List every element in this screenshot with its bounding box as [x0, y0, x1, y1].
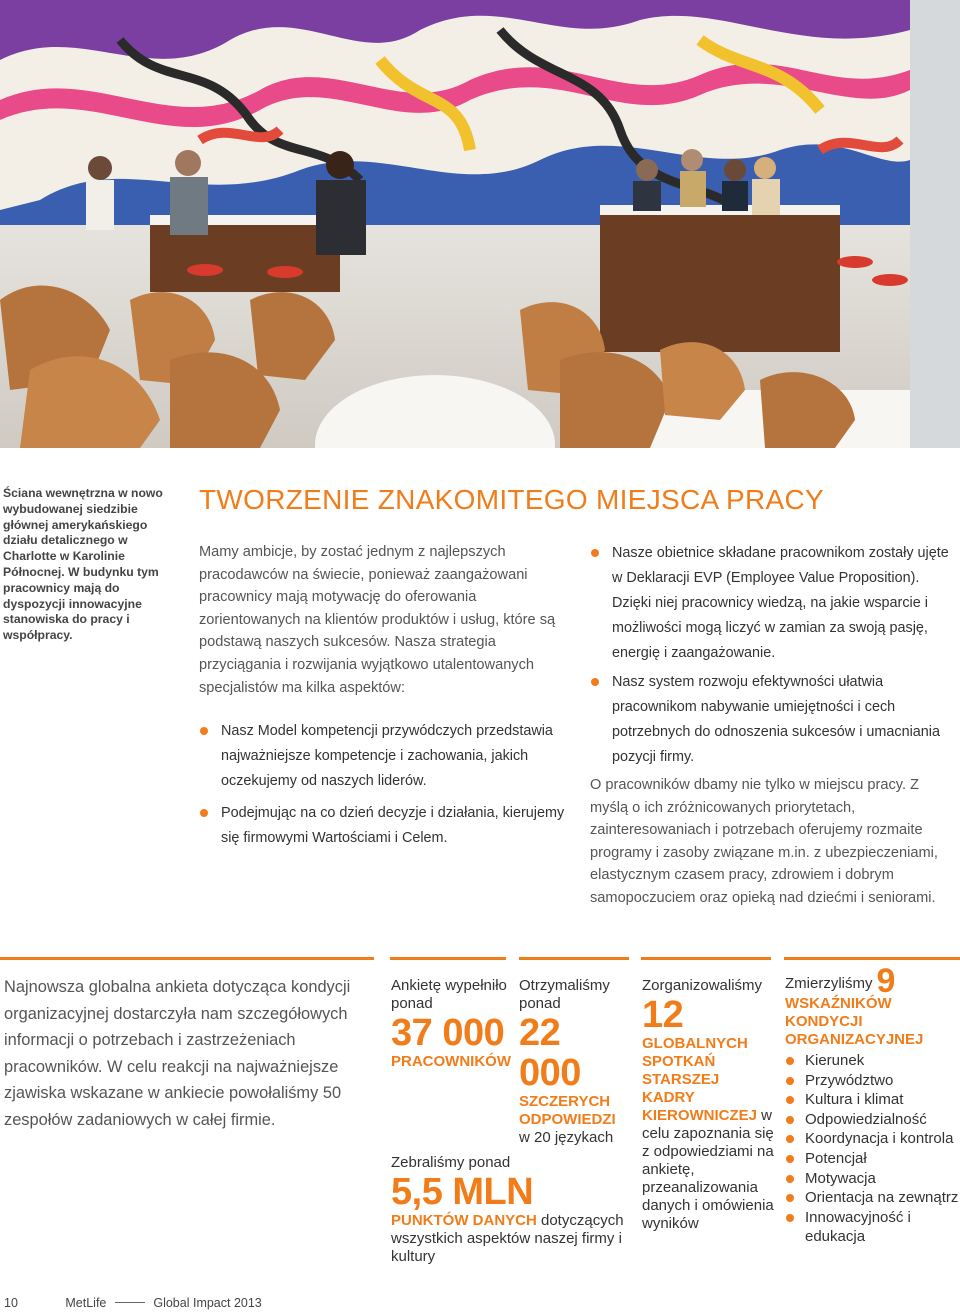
survey-paragraph: Najnowsza globalna ankieta dotycząca kondycji organizacyjnej dostarczyła nam szczegółowych informacji o potrzebach i zastrzeżeniach pracowników. W celu reakcji na najważniejsze zjawiska wskazane w ankiecie powołaliśmy 50 zespołów zadaniowych w całej firmie.	[4, 978, 351, 1129]
stat-subtitle: SZCZERYCH ODPOWIEDZI	[519, 1093, 616, 1128]
left-bullet-list	[199, 719, 574, 851]
stat-label: Otrzymaliśmy ponad	[519, 977, 610, 1012]
list-item: Innowacyjność i edukacja	[785, 1208, 960, 1247]
list-item: Koordynacja i kontrola	[785, 1129, 960, 1149]
list-item: Podejmując na co dzień decyzje i działania, kierujemy się firmowymi Wartościami i Celem.	[199, 801, 574, 851]
divider	[641, 957, 771, 960]
stat-note: w celu zapoznania się z odpowiedziami na ankietę, przeanalizowania danych i omówienia wyników	[642, 1107, 774, 1232]
divider	[784, 957, 960, 960]
list-item: Kierunek	[785, 1051, 960, 1071]
stat-label: Zmierzyliśmy	[785, 975, 873, 992]
list-item: Nasz Model kompetencji przywódczych przedstawia najważniejsze kompetencje i zachowania, jakich oczekujemy od naszych liderów.	[199, 719, 574, 794]
brand-name: MetLife	[65, 1296, 107, 1310]
stat-note: dotyczących wszystkich aspektów naszej firmy i kultury	[391, 1212, 624, 1265]
footer-separator	[115, 1302, 145, 1303]
stat-value: 37 000	[391, 1012, 505, 1054]
stat-data-points	[391, 1154, 631, 1266]
divider	[390, 957, 506, 960]
stat-value: 5,5 MLN	[391, 1171, 534, 1213]
stat-subtitle: WSKAŹNIKÓW KONDYCJI ORGANIZACYJNEJ	[785, 995, 924, 1048]
report-name: Global Impact 2013	[153, 1296, 262, 1310]
left-column	[199, 541, 574, 858]
indicator-list	[785, 1051, 960, 1247]
page-footer	[4, 1296, 262, 1310]
stat-meetings	[642, 977, 774, 1233]
divider	[0, 957, 374, 960]
right-bullet-list	[590, 541, 960, 770]
stat-subtitle: PUNKTÓW DANYCH	[391, 1212, 537, 1229]
stat-value: 9	[876, 962, 896, 1000]
intro-paragraph: Mamy ambicje, by zostać jednym z najlepszych pracodawców na świecie, ponieważ zaangażowani pracownicy mają motywację do oferowania zorientowanych na klientów produktów i usług, które są podstawą naszych sukcesów. Nasza strategia przyciągania i rozwijania wyjątkowo utalentowanych specjalistów ma kilka aspektów:	[199, 544, 556, 696]
stat-subtitle: PRACOWNIKÓW	[391, 1053, 511, 1070]
section-title: TWORZENIE ZNAKOMITEGO MIEJSCA PRACY	[199, 484, 824, 515]
list-item: Potencjał	[785, 1149, 960, 1169]
stat-subtitle: GLOBALNYCH SPOTKAŃ STARSZEJ KADRY KIEROWNICZEJ	[642, 1035, 758, 1124]
page-number: 10	[4, 1296, 18, 1310]
stat-value: 22 000	[519, 1012, 581, 1094]
stat-respondents	[391, 977, 513, 1071]
list-item: Motywacja	[785, 1169, 960, 1189]
stat-label: Zorganizowaliśmy	[642, 977, 763, 994]
right-column	[590, 541, 960, 910]
list-item: Orientacja na zewnątrz	[785, 1188, 960, 1208]
stat-label: Ankietę wypełniło ponad	[391, 977, 507, 1012]
photo-caption: Ściana wewnętrzna w nowo wybudowanej siedzibie głównej amerykańskiego działu detalicznego w Charlotte w Karolinie Północnej. W budynku tym pracownicy mają do dyspozycji innowacyjne stanowiska do pracy i współpracy.	[3, 486, 163, 643]
stat-indicators	[785, 962, 960, 1247]
stat-value: 12	[642, 994, 684, 1036]
list-item: Przywództwo	[785, 1071, 960, 1091]
divider	[519, 957, 629, 960]
hero-photo	[0, 0, 960, 448]
list-item: Kultura i klimat	[785, 1090, 960, 1110]
stat-note: w 20 językach	[519, 1129, 614, 1146]
list-item: Odpowiedzialność	[785, 1110, 960, 1130]
list-item: Nasz system rozwoju efektywności ułatwia pracownikom nabywanie umiejętności i cech potrzebnych do odnoszenia sukcesów i umacniania pozycji firmy.	[590, 670, 960, 770]
office-cafeteria-photo-icon	[0, 0, 960, 448]
list-item: Nasze obietnice składane pracownikom zostały ujęte w Deklaracji EVP (Employee Value Proposition). Dzięki niej pracownicy wiedzą, na jakie wsparcie i możliwości mogą liczyć w zamian za swoją pasję, energię i zaangażowanie.	[590, 541, 960, 666]
stat-label: Zebraliśmy ponad	[391, 1154, 511, 1171]
closing-paragraph: O pracowników dbamy nie tylko w miejscu pracy. Z myślą o ich zróżnicowanych priorytetach, zainteresowaniach i potrzebach oferujemy rozmaite programy i zasoby związane m.in. z ubezpieczeniami, elastycznym czasem pracy, zdrowiem i dobrym samopoczuciem oraz opieką nad dziećmi i seniorami.	[590, 777, 938, 906]
stat-answers	[519, 977, 631, 1147]
